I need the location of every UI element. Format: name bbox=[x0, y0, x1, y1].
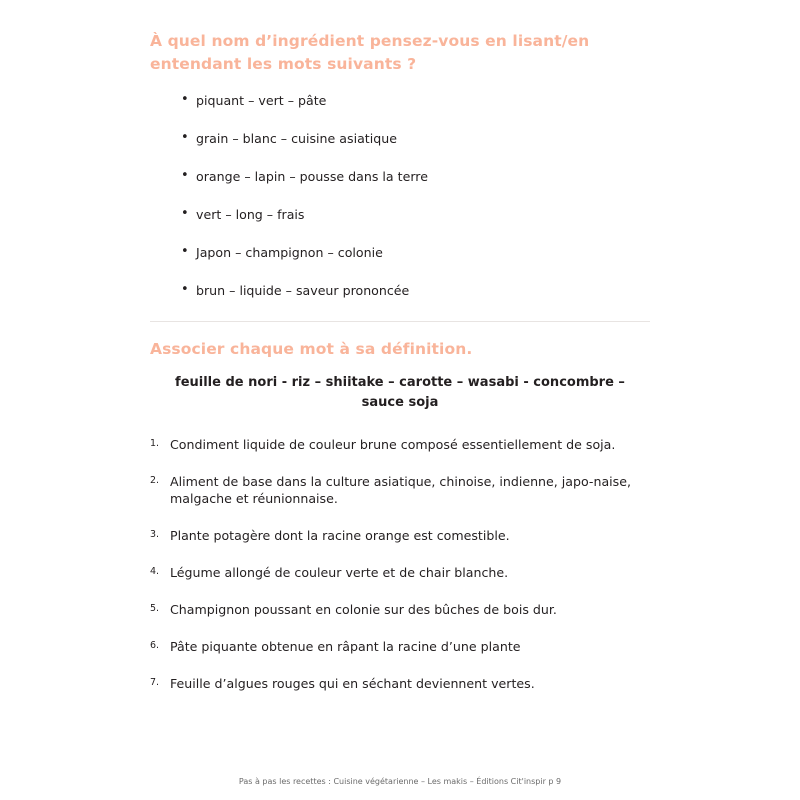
list-item: • piquant – vert – pâte bbox=[150, 93, 650, 108]
word-association-list bbox=[150, 93, 650, 299]
list-item: Feuille d’algues rouges qui en séchant deviennent vertes. bbox=[170, 676, 535, 692]
page-footer: Pas à pas les recettes : Cuisine végétarienne – Les makis – Éditions Cit'inspir p 9 bbox=[238, 777, 562, 786]
definitions-list bbox=[150, 436, 650, 692]
section-divider bbox=[150, 321, 650, 322]
keyword-bank: feuille de nori - riz – shiitake – carotte – wasabi - concombre – sauce soja bbox=[175, 375, 625, 410]
list-item: • Japon – champignon – colonie bbox=[150, 245, 650, 260]
list-item: • orange – lapin – pousse dans la terre bbox=[150, 169, 650, 184]
list-item: Légume allongé de couleur verte et de chair blanche. bbox=[170, 565, 509, 581]
list-item: • brun – liquide – saveur prononcée bbox=[150, 283, 650, 298]
list-item: • vert – long – frais bbox=[150, 207, 650, 222]
list-item: Pâte piquante obtenue en râpant la racine d’une plante bbox=[170, 639, 521, 655]
section-two-title: Associer chaque mot à sa définition. bbox=[150, 340, 473, 359]
list-item: Champignon poussant en colonie sur des bûches de bois dur. bbox=[170, 602, 557, 618]
list-item: Aliment de base dans la culture asiatique, chinoise, indienne, japo-naise, malgache et réunionnaise. bbox=[170, 474, 631, 507]
list-item: • grain – blanc – cuisine asiatique bbox=[150, 131, 650, 146]
list-item: Condiment liquide de couleur brune composé essentiellement de soja. bbox=[170, 437, 616, 453]
section-one-title: À quel nom d’ingrédient pensez-vous en lisant/en entendant les mots suivants ? bbox=[150, 32, 590, 74]
list-item: Plante potagère dont la racine orange est comestible. bbox=[170, 528, 510, 544]
